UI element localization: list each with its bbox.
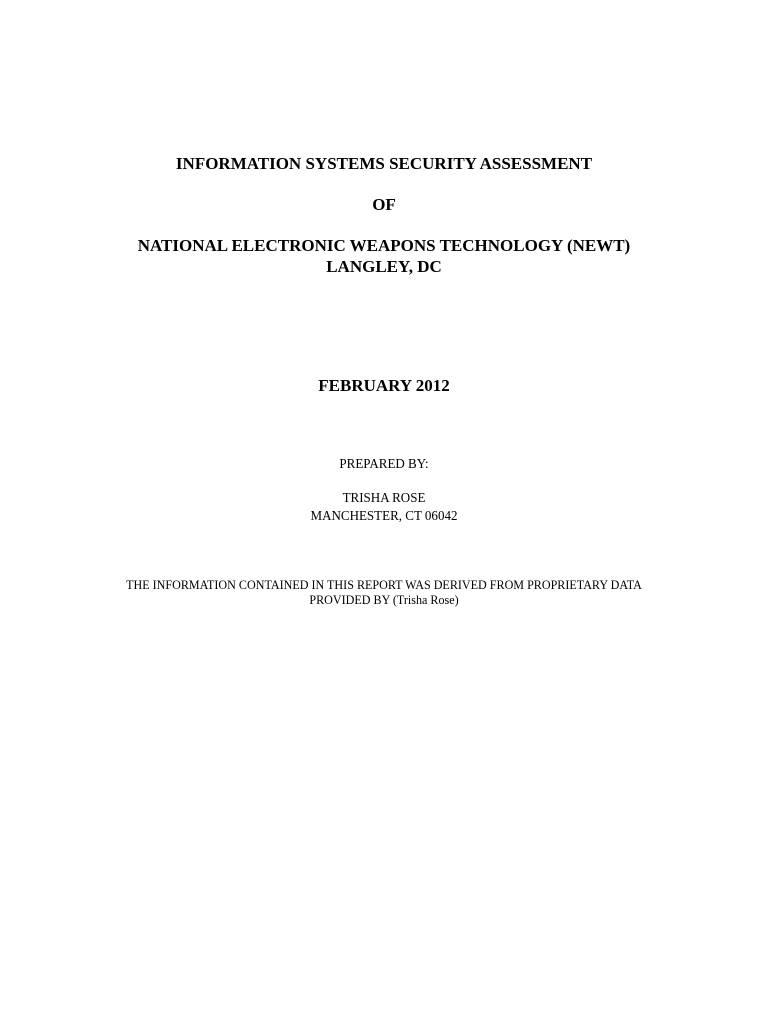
disclaimer-line-2: PROVIDED BY (Trisha Rose)	[309, 592, 459, 607]
report-title: INFORMATION SYSTEMS SECURITY ASSESSMENT	[175, 154, 593, 173]
preparer-name: TRISHA ROSE	[342, 491, 426, 506]
disclaimer-line-1: THE INFORMATION CONTAINED IN THIS REPORT WAS DERIVED FROM PROPRIETARY DATA	[126, 577, 642, 592]
title-connector: OF	[372, 195, 396, 214]
organization-name: NATIONAL ELECTRONIC WEAPONS TECHNOLOGY (NEWT)	[137, 236, 631, 255]
organization-location: LANGLEY, DC	[326, 257, 442, 276]
prepared-by-label: PREPARED BY:	[339, 457, 429, 472]
report-date: FEBRUARY 2012	[318, 376, 450, 395]
preparer-location: MANCHESTER, CT 06042	[310, 509, 458, 524]
